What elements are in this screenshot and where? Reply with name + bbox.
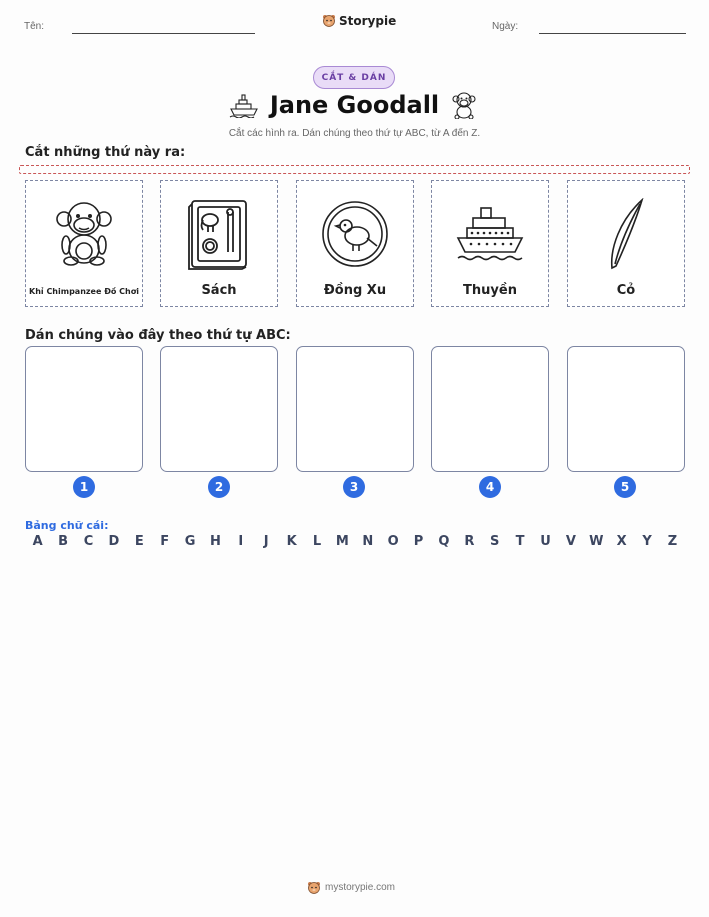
footer-link[interactable]: mystorypie.com	[325, 882, 396, 893]
brand-name: Storypie	[339, 13, 397, 28]
cut-line	[19, 165, 690, 174]
cut-card-grass[interactable]	[567, 180, 685, 307]
cut-card-chimpanzee[interactable]	[25, 180, 143, 307]
alphabet-letter: E	[134, 534, 144, 549]
alphabet-letter: H	[209, 534, 221, 549]
ship-icon	[455, 204, 525, 264]
alphabet-letter: Y	[642, 534, 652, 549]
alphabet-letter: P	[413, 534, 424, 549]
footer	[307, 880, 395, 895]
book-icon	[188, 198, 250, 270]
cut-card-label: Đồng Xu	[323, 283, 387, 298]
cut-heading: Cắt những thứ này ra:	[25, 145, 186, 160]
paste-slot-3[interactable]	[296, 346, 414, 472]
cut-card-coin[interactable]	[296, 180, 414, 307]
coin-icon	[321, 200, 389, 268]
alphabet-letter: Z	[667, 534, 678, 549]
alphabet-letter: O	[387, 534, 399, 549]
slot-number-5: 5	[614, 476, 636, 498]
alphabet-row	[25, 534, 685, 549]
alphabet-letter: B	[58, 534, 69, 549]
cut-card-label: Sách	[201, 283, 237, 298]
monkey-icon	[452, 91, 476, 119]
cut-card-label: Khỉ Chimpanzee Đồ Chơi	[29, 287, 139, 296]
alphabet-letter: X	[616, 534, 627, 549]
toy-chimpanzee-icon	[54, 201, 114, 267]
cut-card-label: Thuyền	[463, 283, 517, 298]
alphabet-letter: U	[540, 534, 551, 549]
activity-badge: CẮT & DÁN	[313, 66, 395, 89]
alphabet-letter: C	[83, 534, 94, 549]
brand-logo	[322, 13, 396, 28]
storypie-icon	[322, 13, 336, 28]
date-line	[539, 33, 686, 34]
alphabet-letter: W	[589, 534, 604, 549]
alphabet-letter: Q	[438, 534, 450, 549]
alphabet-letter: G	[184, 534, 196, 549]
alphabet-letter: A	[32, 534, 43, 549]
alphabet-letter: L	[312, 534, 322, 549]
paste-slot-4[interactable]	[431, 346, 549, 472]
cut-card-book[interactable]	[160, 180, 278, 307]
alphabet-letter: F	[160, 534, 170, 549]
slot-number-2: 2	[208, 476, 230, 498]
alphabet-letter: I	[238, 534, 244, 549]
paste-heading: Dán chúng vào đây theo thứ tự ABC:	[25, 328, 291, 343]
storypie-icon	[307, 880, 321, 895]
paste-slot-5[interactable]	[567, 346, 685, 472]
paste-slot-1[interactable]	[25, 346, 143, 472]
grass-icon	[606, 198, 646, 270]
alphabet-letter: T	[515, 534, 525, 549]
alphabet-letter: M	[335, 534, 349, 549]
name-line	[72, 33, 255, 34]
alphabet-letter: N	[362, 534, 374, 549]
alphabet-letter: J	[263, 534, 269, 549]
slot-number-1: 1	[73, 476, 95, 498]
alphabet-letter: V	[565, 534, 576, 549]
page-title: Jane Goodall	[269, 91, 440, 119]
cut-card-label: Cỏ	[616, 283, 636, 298]
alphabet-letter: D	[108, 534, 120, 549]
date-label: Ngày:	[492, 21, 519, 32]
alphabet-letter: R	[464, 534, 475, 549]
alphabet-letter: K	[286, 534, 297, 549]
slot-number-3: 3	[343, 476, 365, 498]
alphabet-label: Bảng chữ cái:	[25, 519, 109, 532]
paste-slot-2[interactable]	[160, 346, 278, 472]
name-label: Tên:	[24, 21, 45, 32]
slot-number-4: 4	[479, 476, 501, 498]
cut-card-ship[interactable]	[431, 180, 549, 307]
alphabet-letter: S	[490, 534, 500, 549]
instructions: Cắt các hình ra. Dán chúng theo thứ tự ABC, từ A đến Z.	[228, 128, 481, 139]
